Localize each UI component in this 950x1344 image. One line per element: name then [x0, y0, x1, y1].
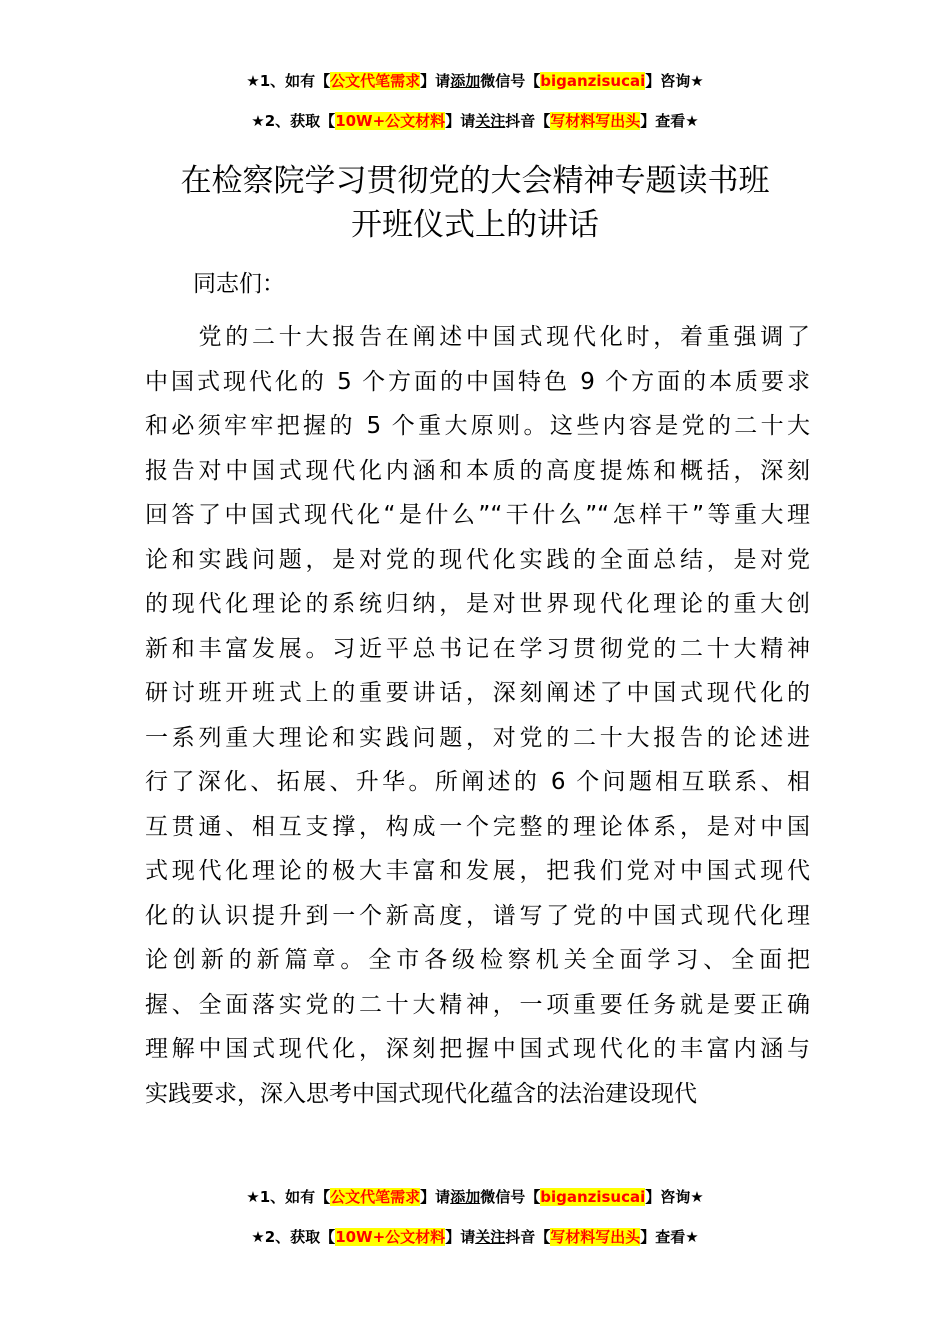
- promo-text: ★1、如有【: [246, 1188, 331, 1206]
- promo-wechat-id: biganzisucai: [540, 72, 646, 90]
- body-line: 报告对中国式现代化内涵和本质的高度提炼和概括，深刻: [145, 457, 810, 484]
- body-line: 党的二十大报告在阐述中国式现代化时，着重强调了: [145, 324, 810, 350]
- body-line: 的现代化理论的系统归纳，是对世界现代化理论的重大创: [145, 591, 810, 617]
- promo-text: 抖音【: [505, 1228, 551, 1246]
- body-line: 互贯通、相互支撑，构成一个完整的理论体系，是对中国: [145, 813, 810, 840]
- header-promo-line-2: [0, 111, 950, 131]
- promo-text: ★2、获取【: [251, 1228, 336, 1246]
- promo-text: 】咨询★: [645, 72, 704, 90]
- body-line: 理解中国式现代化，深刻把握中国式现代化的丰富内涵与: [145, 1036, 810, 1062]
- body-line: 中国式现代化的 5 个方面的中国特色 9 个方面的本质要求: [145, 368, 810, 395]
- promo-highlight: 10W+公文材料: [335, 1228, 446, 1246]
- promo-text: ★2、获取【: [251, 112, 336, 130]
- promo-text: 】查看★: [640, 1228, 699, 1246]
- body-line: 新和丰富发展。习近平总书记在学习贯彻党的二十大精神: [145, 635, 810, 662]
- promo-text: 】请: [445, 112, 476, 130]
- promo-underline: 添加: [450, 1188, 481, 1206]
- promo-underline: 添加: [450, 72, 481, 90]
- document-title-line-1: 在检察院学习贯彻党的大会精神专题读书班: [180, 163, 770, 199]
- body-line: 论和实践问题，是对党的现代化实践的全面总结，是对党: [145, 546, 810, 573]
- promo-underline: 关注: [475, 1228, 506, 1246]
- promo-text: 】查看★: [640, 112, 699, 130]
- promo-douyin-id: 写材料写出头: [550, 1228, 641, 1246]
- promo-highlight: 公文代笔需求: [330, 1188, 421, 1206]
- body-line: 式现代化理论的极大丰富和发展，把我们党对中国式现代: [145, 858, 810, 884]
- promo-underline: 关注: [475, 112, 506, 130]
- footer-promo-line-2: [0, 1227, 950, 1247]
- body-line: 行了深化、拓展、升华。所阐述的 6 个问题相互联系、相: [145, 769, 810, 795]
- body-line: 研讨班开班式上的重要讲话，深刻阐述了中国式现代化的: [145, 680, 810, 706]
- promo-text: 】请: [420, 72, 451, 90]
- body-line: 化的认识提升到一个新高度，谱写了党的中国式现代化理: [145, 902, 810, 929]
- promo-text: 】请: [445, 1228, 476, 1246]
- greeting: 同志们：: [193, 271, 285, 297]
- body-line: 回答了中国式现代化“是什么”“干什么”“怎样干”等重大理: [145, 502, 810, 528]
- body-line: 论创新的新篇章。全市各级检察机关全面学习、全面把: [145, 947, 810, 973]
- promo-text: 】咨询★: [645, 1188, 704, 1206]
- promo-text: 抖音【: [505, 112, 551, 130]
- header-promo-line-1: [0, 71, 950, 91]
- body-paragraph: [145, 315, 810, 1116]
- promo-highlight: 公文代笔需求: [330, 72, 421, 90]
- promo-douyin-id: 写材料写出头: [550, 112, 641, 130]
- promo-text: 微信号【: [480, 1188, 541, 1206]
- promo-wechat-id: biganzisucai: [540, 1188, 646, 1206]
- body-line: 和必须牢牢把握的 5 个重大原则。这些内容是党的二十大: [145, 413, 810, 439]
- promo-text: 微信号【: [480, 72, 541, 90]
- promo-text: 】请: [420, 1188, 451, 1206]
- body-line: 一系列重大理论和实践问题，对党的二十大报告的论述进: [145, 724, 810, 751]
- body-line: 握、全面落实党的二十大精神，一项重要任务就是要正确: [145, 991, 810, 1018]
- footer-promo-line-1: [0, 1187, 950, 1207]
- document-title-line-2: 开班仪式上的讲话: [351, 207, 599, 243]
- promo-text: ★1、如有【: [246, 72, 331, 90]
- promo-highlight: 10W+公文材料: [335, 112, 446, 130]
- body-line: 实践要求，深入思考中国式现代化蕴含的法治建设现代: [145, 1080, 697, 1107]
